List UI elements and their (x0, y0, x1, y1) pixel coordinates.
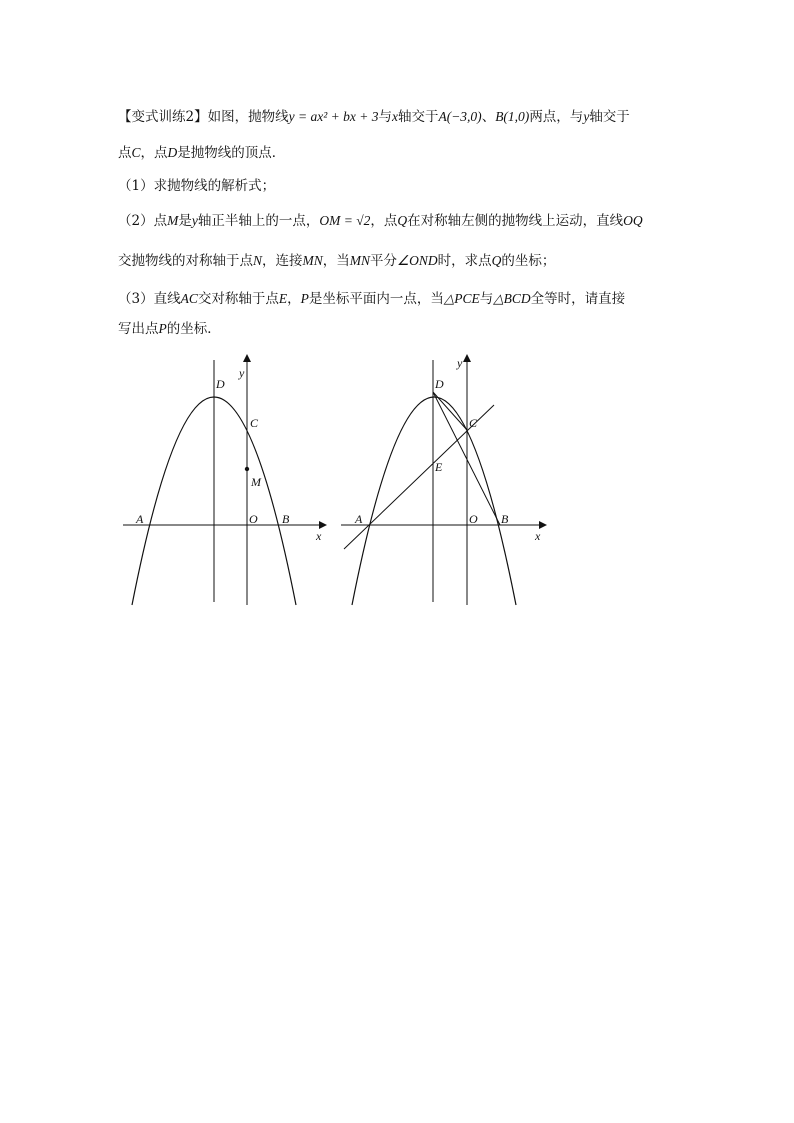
line2-text-b: ，点 (140, 145, 168, 161)
part-3-line-2 (118, 320, 221, 338)
fig1-label-x: x (316, 529, 322, 543)
part-1 (118, 177, 275, 195)
problem-heading: 【变式训练2】 (118, 109, 208, 125)
part-2-line-2 (118, 252, 555, 270)
label-q: Q (397, 213, 408, 228)
fig2-label-x: x (535, 529, 541, 543)
part3-text-c: ， (287, 291, 301, 307)
parabola-curve (352, 397, 516, 605)
fig1-label-b: B (282, 512, 290, 526)
fig2-label-a: A (355, 512, 363, 526)
fig1-label-d: D (216, 377, 225, 391)
part2-text-e: 在对称轴左侧的抛物线上运动，直线 (407, 213, 624, 229)
label-oq: OQ (623, 213, 643, 228)
line2-text-c: 是抛物线的顶点． (177, 145, 286, 161)
label-c: C (131, 145, 141, 160)
part2-text-i: 平分 (370, 253, 398, 269)
fig2-label-e: E (435, 460, 443, 474)
label-mn-2: MN (349, 253, 371, 268)
fig1-label-y: y (239, 366, 245, 380)
part-2-line-1 (118, 212, 643, 230)
problem-line-2 (118, 144, 285, 162)
fig1-label-o: O (249, 512, 258, 526)
label-p-2: P (158, 321, 167, 336)
part2-text-g: ，连接 (262, 253, 303, 269)
label-n: N (253, 253, 263, 268)
part2-text-h: ，当 (322, 253, 350, 269)
part3-text-g: 写出点 (118, 321, 159, 337)
om-equation: OM = √2 (319, 213, 371, 228)
line2-text-a: 点 (118, 145, 132, 161)
problem-line-1 (118, 108, 630, 126)
fig1-label-a: A (136, 512, 144, 526)
segment-dc (433, 392, 467, 430)
label-mn: MN (302, 253, 323, 268)
part3-text-d: 是坐标平面内一点，当 (308, 291, 444, 307)
point-b-coord: B(1,0) (495, 109, 530, 124)
part3-text-h: 的坐标． (166, 321, 221, 337)
label-q-2: Q (491, 253, 502, 268)
part2-text-d: ，点 (370, 213, 398, 229)
y-variable: y (583, 109, 590, 124)
part2-text-k: 的坐标； (501, 253, 556, 269)
label-d: D (167, 145, 178, 160)
figure-2 (336, 350, 556, 610)
fig2-label-y: y (457, 356, 463, 370)
label-e: E (278, 291, 288, 306)
part3-text-a: （3）直线 (118, 291, 181, 307)
triangle-bcd: △BCD (493, 291, 531, 306)
figure-1 (118, 350, 338, 610)
intro-text-4: 、 (481, 109, 496, 125)
part3-text-b: 交对称轴于点 (197, 291, 279, 307)
label-ac: AC (180, 291, 198, 306)
fig2-label-o: O (469, 512, 478, 526)
triangle-pce: △PCE (443, 291, 480, 306)
label-p: P (300, 291, 309, 306)
part-3-line-1 (118, 290, 625, 308)
part3-text-e: 与 (479, 291, 494, 307)
y-variable-2: y (191, 213, 198, 228)
angle-ond: ∠OND (397, 253, 438, 268)
intro-text-1: 如图，抛物线 (207, 109, 289, 125)
intro-text-6: 轴交于 (589, 109, 630, 125)
fig2-label-b: B (501, 512, 509, 526)
fig2-label-d: D (435, 377, 444, 391)
point-m (245, 467, 249, 471)
part2-text-j: 时，求点 (437, 253, 492, 269)
x-variable: x (391, 109, 398, 124)
part2-text-f: 交抛物线的对称轴于点 (118, 253, 253, 269)
part2-text-a: （2）点 (118, 213, 168, 229)
intro-text-5: 两点，与 (529, 109, 584, 125)
label-m: M (167, 213, 179, 228)
intro-text-3: 轴交于 (397, 109, 439, 125)
part2-text-b: 是 (178, 213, 192, 229)
intro-text-2: 与 (378, 109, 392, 125)
point-a-coord: A(−3,0) (438, 109, 482, 124)
fig1-label-m: M (251, 475, 261, 489)
fig1-label-c: C (250, 416, 259, 430)
part3-text-f: 全等时，请直接 (530, 291, 626, 307)
parabola-equation: y = ax² + bx + 3 (288, 109, 379, 124)
fig2-label-c: C (469, 416, 478, 430)
part2-text-c: 轴正半轴上的一点， (197, 213, 320, 229)
part1-text: （1）求抛物线的解析式； (118, 178, 276, 194)
